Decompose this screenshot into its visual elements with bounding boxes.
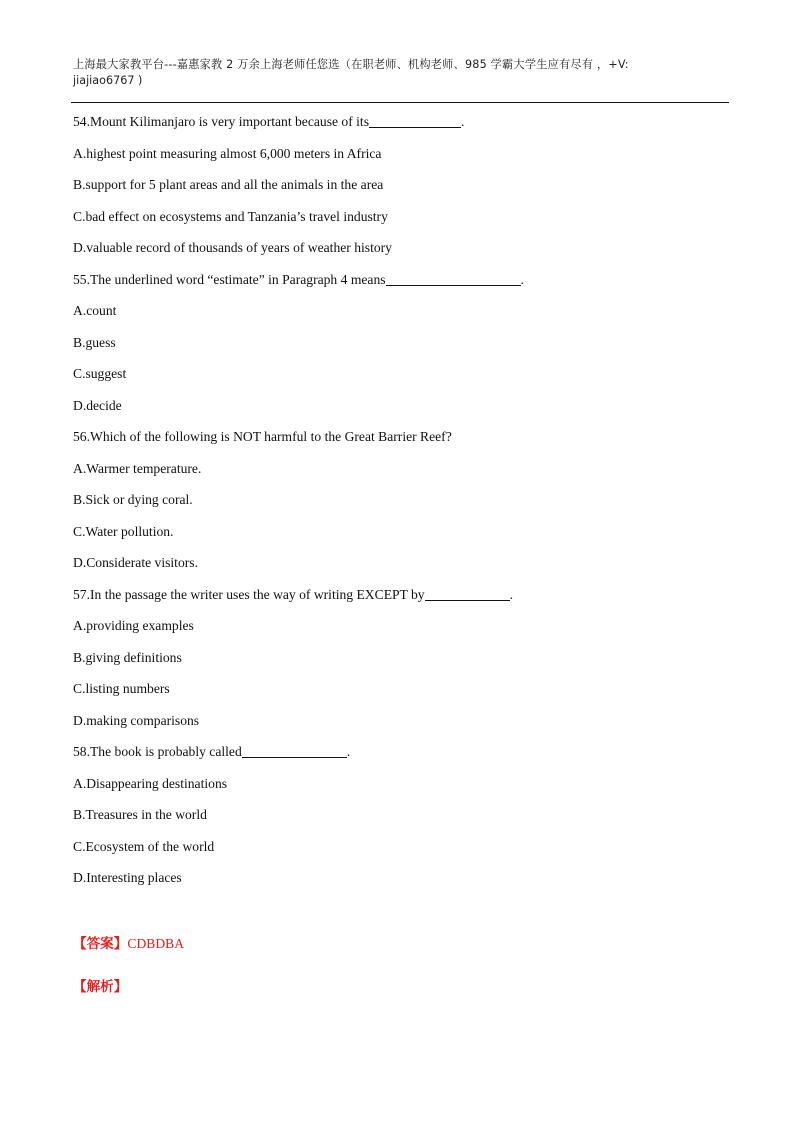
- question-stem: 54.Mount Kilimanjaro is very important because of its: [73, 114, 369, 129]
- answer-value: CDBDBA: [127, 936, 185, 951]
- option-58-d: D.Interesting places: [73, 870, 182, 885]
- question-tail: .: [460, 114, 465, 129]
- question-tail: .: [509, 586, 514, 602]
- option-56-c: C.Water pollution.: [73, 523, 174, 539]
- header-line-2: jiajiao6767 ): [73, 74, 143, 87]
- analysis-section: [73, 977, 127, 997]
- answer-label: 【答案】: [73, 936, 128, 952]
- option-57-c: C.listing numbers: [73, 681, 170, 696]
- analysis-label: 【解析】: [73, 979, 128, 995]
- question-list: [73, 112, 733, 900]
- option-55-d: D.decide: [73, 397, 122, 413]
- question-56: [73, 427, 733, 459]
- answer-blank: [369, 114, 461, 128]
- option-58-c: C.Ecosystem of the world: [73, 838, 215, 854]
- option-54-d: D.valuable record of thousands of years of weather history: [73, 240, 392, 255]
- question-57: [73, 585, 733, 617]
- question-stem: 58.The book is probably called: [73, 744, 242, 759]
- option-55-a: A.count: [73, 303, 117, 318]
- option-55-c: C.suggest: [73, 366, 127, 381]
- question-stem: 55.The underlined word “estimate” in Paragraph 4 means: [73, 271, 386, 287]
- option-54-c: C.bad effect on ecosystems and Tanzania’s travel industry: [73, 208, 388, 224]
- page-header: [73, 57, 733, 89]
- option-58-b: B.Treasures in the world: [73, 807, 207, 822]
- question-58: [73, 742, 733, 774]
- option-54-a: A.highest point measuring almost 6,000 meters in Africa: [73, 145, 382, 161]
- option-56-a: A.Warmer temperature.: [73, 460, 202, 476]
- option-58-a: A.Disappearing destinations: [73, 775, 228, 791]
- question-tail: .: [520, 271, 524, 287]
- option-55-b: B.guess: [73, 334, 116, 350]
- question-tail: .: [346, 744, 351, 759]
- question-54: [73, 112, 733, 144]
- answer-blank: [242, 744, 347, 758]
- option-56-b: B.Sick or dying coral.: [73, 492, 193, 507]
- question-55: [73, 270, 733, 302]
- header-divider: [71, 102, 729, 103]
- option-57-b: B.giving definitions: [73, 649, 182, 665]
- question-stem: 56.Which of the following is NOT harmful to the Great Barrier Reef?: [73, 429, 452, 444]
- option-57-a: A.providing examples: [73, 618, 194, 633]
- answer-blank: [386, 272, 521, 286]
- answer-section: [73, 934, 184, 954]
- answer-blank: [425, 587, 510, 601]
- question-stem: 57.In the passage the writer uses the way of writing EXCEPT by: [73, 586, 425, 602]
- option-57-d: D.making comparisons: [73, 712, 200, 728]
- option-54-b: B.support for 5 plant areas and all the animals in the area: [73, 177, 384, 192]
- option-56-d: D.Considerate visitors.: [73, 555, 198, 570]
- header-line-1: 上海最大家教平台---嘉惠家教 2 万余上海老师任您选（在职老师、机构老师、985 学霸大学生应有尽有 ，+V:: [73, 58, 629, 71]
